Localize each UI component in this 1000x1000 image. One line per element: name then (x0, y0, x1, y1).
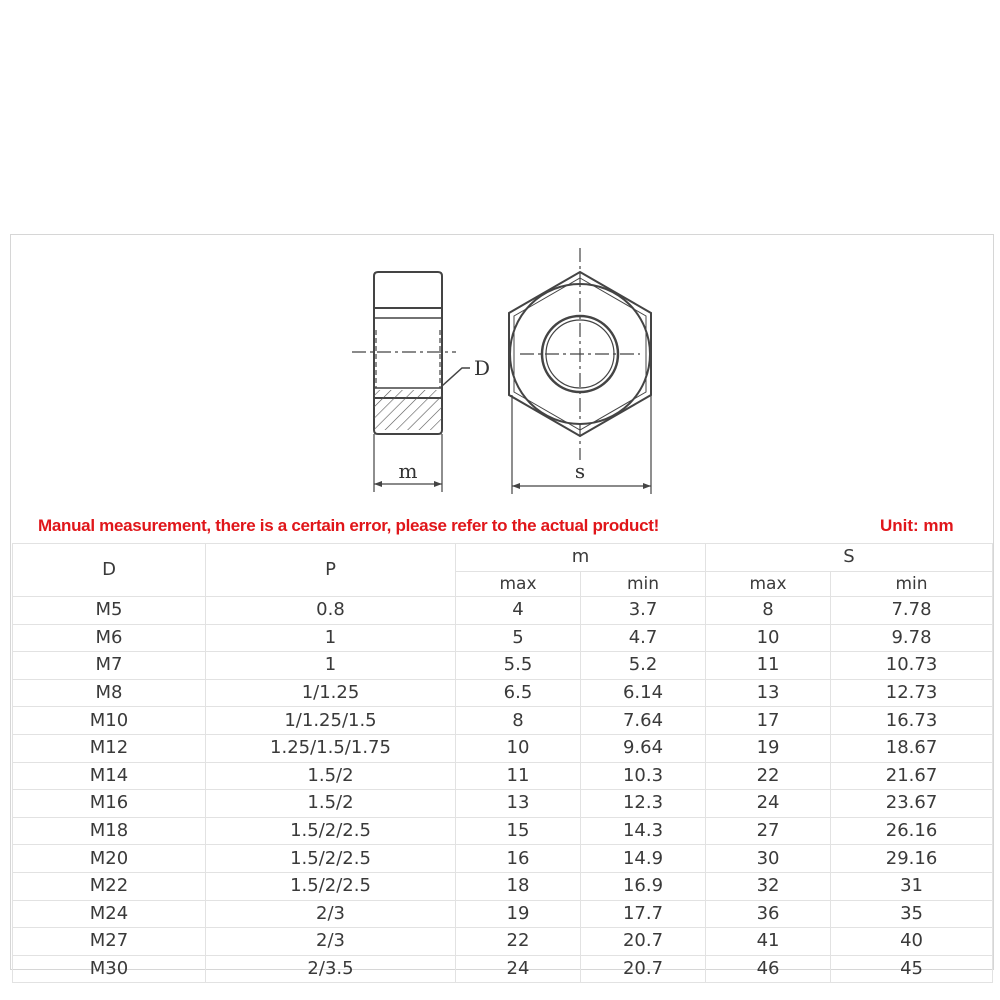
cell-m-max: 4 (456, 597, 581, 625)
cell-p: 1.5/2/2.5 (206, 817, 456, 845)
nut-top-view (509, 248, 651, 494)
cell-d: M5 (13, 597, 206, 625)
cell-s-max: 8 (706, 597, 831, 625)
cell-m-max: 10 (456, 734, 581, 762)
cell-d: M18 (13, 817, 206, 845)
cell-m-max: 6.5 (456, 679, 581, 707)
cell-d: M12 (13, 734, 206, 762)
header-d: D (13, 544, 206, 597)
cell-p: 2/3 (206, 928, 456, 956)
cell-p: 1.5/2 (206, 762, 456, 790)
cell-p: 1.5/2/2.5 (206, 845, 456, 873)
cell-s-max: 13 (706, 679, 831, 707)
table-row (13, 928, 993, 956)
cell-s-min: 12.73 (831, 679, 993, 707)
cell-d: M8 (13, 679, 206, 707)
cell-m-min: 14.9 (581, 845, 706, 873)
cell-p: 1.25/1.5/1.75 (206, 734, 456, 762)
cell-s-min: 45 (831, 955, 993, 983)
cell-p: 1/1.25/1.5 (206, 707, 456, 735)
cell-p: 2/3 (206, 900, 456, 928)
cell-m-max: 18 (456, 872, 581, 900)
header-s: S (706, 544, 993, 572)
cell-s-max: 46 (706, 955, 831, 983)
cell-m-min: 20.7 (581, 955, 706, 983)
width-across-flats-label: s (574, 459, 586, 483)
cell-s-min: 18.67 (831, 734, 993, 762)
cell-m-min: 16.9 (581, 872, 706, 900)
cell-m-max: 11 (456, 762, 581, 790)
cell-s-max: 19 (706, 734, 831, 762)
cell-s-min: 16.73 (831, 707, 993, 735)
cell-m-max: 8 (456, 707, 581, 735)
cell-d: M10 (13, 707, 206, 735)
cell-s-min: 26.16 (831, 817, 993, 845)
cell-s-max: 22 (706, 762, 831, 790)
cell-m-min: 3.7 (581, 597, 706, 625)
measurement-notice: Manual measurement, there is a certain error, please refer to the actual product! (38, 516, 659, 535)
cell-m-max: 16 (456, 845, 581, 873)
header-s-max: max (706, 571, 831, 596)
cell-m-min: 7.64 (581, 707, 706, 735)
cell-m-min: 5.2 (581, 652, 706, 680)
table-row (13, 955, 993, 983)
cell-m-max: 5.5 (456, 652, 581, 680)
cell-s-max: 11 (706, 652, 831, 680)
cell-s-max: 32 (706, 872, 831, 900)
cell-m-max: 13 (456, 790, 581, 818)
table-row (13, 707, 993, 735)
cell-m-min: 6.14 (581, 679, 706, 707)
cell-s-min: 21.67 (831, 762, 993, 790)
cell-s-min: 23.67 (831, 790, 993, 818)
cell-s-max: 10 (706, 624, 831, 652)
cell-s-min: 9.78 (831, 624, 993, 652)
cell-d: M20 (13, 845, 206, 873)
cell-m-max: 5 (456, 624, 581, 652)
table-row (13, 624, 993, 652)
cell-d: M14 (13, 762, 206, 790)
cell-d: M22 (13, 872, 206, 900)
cell-p: 2/3.5 (206, 955, 456, 983)
cell-d: M27 (13, 928, 206, 956)
hex-nut-spec-table (12, 543, 993, 983)
cell-m-min: 4.7 (581, 624, 706, 652)
spec-table-body (13, 597, 993, 983)
cell-m-max: 22 (456, 928, 581, 956)
cell-p: 1 (206, 652, 456, 680)
cell-p: 1.5/2/2.5 (206, 872, 456, 900)
cell-m-max: 15 (456, 817, 581, 845)
cell-p: 0.8 (206, 597, 456, 625)
diameter-label: D (474, 356, 491, 380)
cell-s-max: 36 (706, 900, 831, 928)
table-row (13, 872, 993, 900)
cell-s-min: 35 (831, 900, 993, 928)
cell-m-max: 19 (456, 900, 581, 928)
cell-p: 1.5/2 (206, 790, 456, 818)
cell-p: 1 (206, 624, 456, 652)
cell-d: M30 (13, 955, 206, 983)
table-row (13, 734, 993, 762)
cell-s-min: 31 (831, 872, 993, 900)
table-row (13, 597, 993, 625)
cell-m-min: 10.3 (581, 762, 706, 790)
header-m-max: max (456, 571, 581, 596)
cell-s-max: 24 (706, 790, 831, 818)
cell-m-min: 17.7 (581, 900, 706, 928)
table-row (13, 790, 993, 818)
cell-d: M16 (13, 790, 206, 818)
header-s-min: min (831, 571, 993, 596)
header-p: P (206, 544, 456, 597)
cell-m-min: 14.3 (581, 817, 706, 845)
table-row (13, 845, 993, 873)
header-m-min: min (581, 571, 706, 596)
cell-s-min: 40 (831, 928, 993, 956)
table-row (13, 679, 993, 707)
cell-d: M24 (13, 900, 206, 928)
cell-s-min: 7.78 (831, 597, 993, 625)
cell-m-min: 12.3 (581, 790, 706, 818)
cell-s-max: 30 (706, 845, 831, 873)
cell-s-max: 27 (706, 817, 831, 845)
cell-d: M7 (13, 652, 206, 680)
table-row (13, 652, 993, 680)
height-label: m (398, 459, 418, 483)
cell-m-max: 24 (456, 955, 581, 983)
cell-s-max: 17 (706, 707, 831, 735)
unit-label: Unit: mm (880, 516, 954, 535)
cell-m-min: 20.7 (581, 928, 706, 956)
cell-s-min: 29.16 (831, 845, 993, 873)
table-row (13, 817, 993, 845)
header-m: m (456, 544, 706, 572)
cell-m-min: 9.64 (581, 734, 706, 762)
table-row (13, 900, 993, 928)
cell-p: 1/1.25 (206, 679, 456, 707)
cell-s-max: 41 (706, 928, 831, 956)
cell-s-min: 10.73 (831, 652, 993, 680)
table-row (13, 762, 993, 790)
cell-d: M6 (13, 624, 206, 652)
